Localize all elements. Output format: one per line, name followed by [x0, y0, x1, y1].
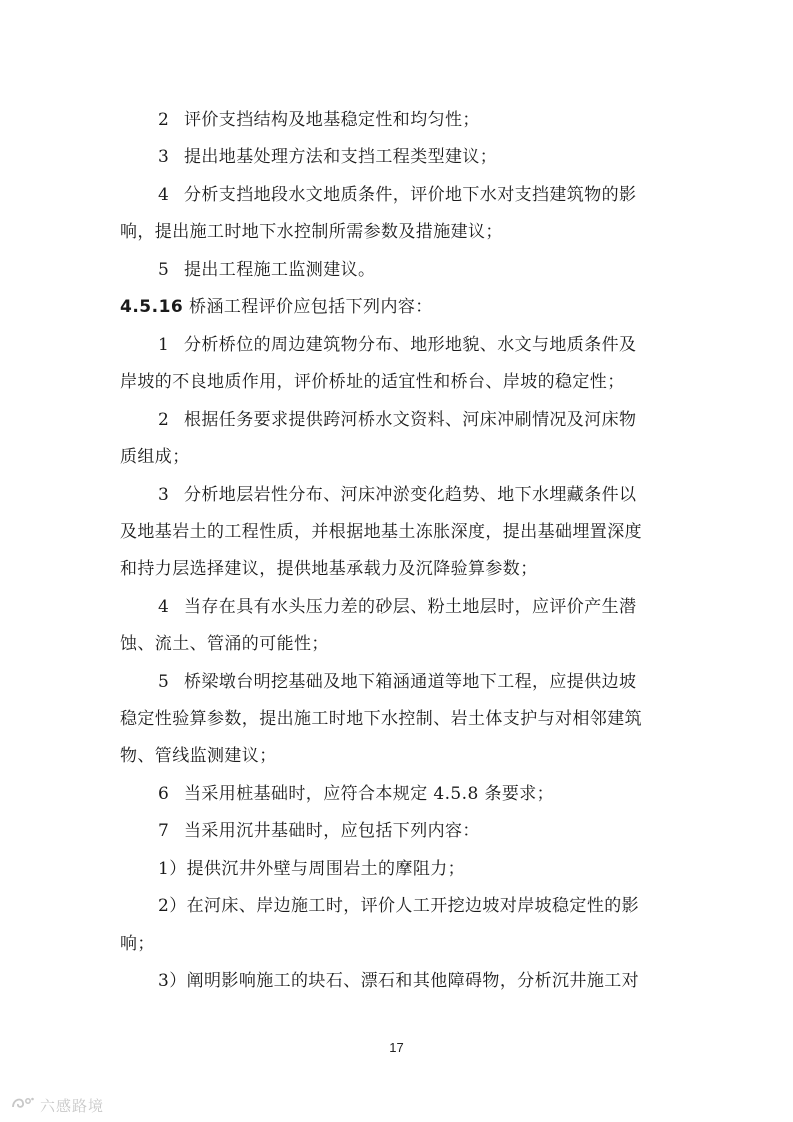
item-number: 2 [158, 110, 170, 130]
list-item-7 [158, 821, 718, 841]
list-item-4b-cont [120, 634, 680, 654]
item-text: 和持力层选择建议，提供地基承载力及沉降验算参数； [120, 559, 538, 579]
list-item-1 [158, 335, 718, 355]
list-item-3b-cont2 [120, 559, 680, 579]
item-text: 物、管线监测建议； [120, 746, 277, 766]
section-heading [120, 297, 680, 317]
section-number: 4.5.16 [120, 297, 184, 317]
item-text: 分析地层岩性分布、河床冲淤变化趋势、地下水埋藏条件以 [184, 485, 637, 505]
list-item-2b [158, 410, 718, 430]
item-number: 5 [158, 672, 170, 692]
list-item-4-cont [120, 222, 680, 242]
item-number: 2 [158, 410, 170, 430]
item-text: 分析桥位的周边建筑物分布、地形地貌、水文与地质条件及 [184, 335, 637, 355]
sub-item-3 [158, 971, 718, 991]
item-text: 提出地基处理方法和支挡工程类型建议； [184, 147, 498, 167]
item-text: 及地基岩土的工程性质，并根据地基土冻胀深度，提出基础埋置深度 [120, 522, 642, 542]
item-number: 4 [158, 185, 170, 205]
item-text: 稳定性验算参数，提出施工时地下水控制、岩土体支护与对相邻建筑 [120, 709, 642, 729]
list-item-2 [158, 110, 718, 130]
item-number: 4 [158, 597, 170, 617]
list-item-4 [158, 185, 718, 205]
item-number: 3 [158, 485, 170, 505]
item-text: 1）提供沉井外壁与周围岩土的摩阻力； [158, 859, 466, 879]
item-number: 5 [158, 260, 170, 280]
list-item-6 [158, 784, 718, 804]
item-text: 岸坡的不良地质作用，评价桥址的适宜性和桥台、岸坡的稳定性； [120, 372, 625, 392]
item-text: 3）阐明影响施工的块石、漂石和其他障碍物，分析沉井施工对 [158, 971, 640, 991]
list-item-5b-cont2 [120, 746, 680, 766]
list-item-4b [158, 597, 718, 617]
item-text: 桥梁墩台明挖基础及地下箱涵通道等地下工程，应提供边坡 [184, 672, 637, 692]
item-text: 质组成； [120, 447, 190, 467]
item-text: 当采用沉井基础时，应包括下列内容： [184, 821, 480, 841]
list-item-3b [158, 485, 718, 505]
section-title: 桥涵工程评价应包括下列内容： [189, 297, 433, 317]
sub-item-2-cont [120, 934, 680, 954]
item-text: 当采用桩基础时，应符合本规定 4.5.8 条要求； [184, 784, 555, 804]
item-text: 2）在河床、岸边施工时，评价人工开挖边坡对岸坡稳定性的影 [158, 896, 640, 916]
item-text: 当存在具有水头压力差的砂层、粉土地层时，应评价产生潜 [184, 597, 637, 617]
list-item-5b [158, 672, 718, 692]
item-number: 1 [158, 335, 170, 355]
list-item-3b-cont1 [120, 522, 680, 542]
list-item-3 [158, 147, 718, 167]
item-text: 蚀、流土、管涌的可能性； [120, 634, 329, 654]
page-number: 17 [389, 1040, 404, 1055]
list-item-1-cont [120, 372, 680, 392]
list-item-5b-cont1 [120, 709, 680, 729]
item-text: 分析支挡地段水文地质条件，评价地下水对支挡建筑物的影 [184, 185, 637, 205]
watermark [10, 1094, 104, 1116]
item-number: 6 [158, 784, 170, 804]
list-item-5 [158, 260, 718, 280]
sub-item-1 [158, 859, 718, 879]
watermark-text: 六感路境 [40, 1096, 105, 1115]
item-text: 响； [120, 934, 155, 954]
item-text: 评价支挡结构及地基稳定性和均匀性； [184, 110, 480, 130]
sub-item-2 [158, 896, 718, 916]
item-number: 7 [158, 821, 170, 841]
item-text: 根据任务要求提供跨河桥水文资料、河床冲刷情况及河床物 [184, 410, 637, 430]
list-item-2b-cont [120, 447, 680, 467]
item-number: 3 [158, 147, 170, 167]
item-text: 提出工程施工监测建议。 [184, 260, 376, 280]
item-text: 响，提出施工时地下水控制所需参数及措施建议； [120, 222, 503, 242]
swirl-logo-icon [10, 1093, 36, 1117]
